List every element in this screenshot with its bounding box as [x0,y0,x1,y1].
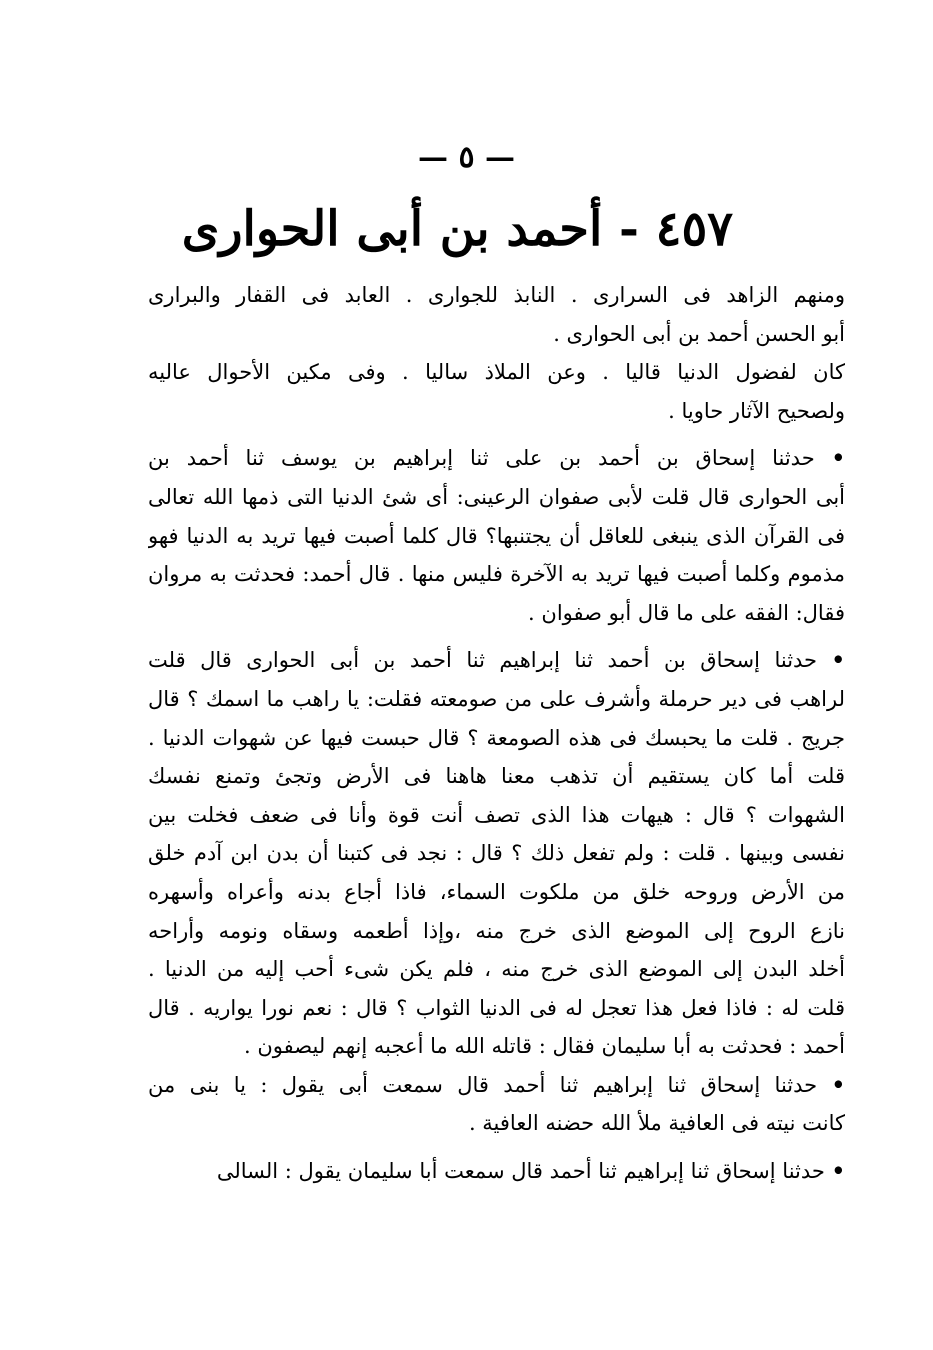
text-line: حدثنا إسحاق بن أحمد بن على ثنا إبراهيم بن يوسف ثنا أحمد بن [148,446,815,471]
text-line: قلت أما كان يستقيم أن تذهب معنا هاهنا فى الأرض وتجئ وتمنع نفسك [148,764,845,789]
paragraph-narration [148,641,845,1066]
entry-title: ٤٥٧ - أحمد بن أبى الحوارى [181,201,733,257]
text-line-bulleted [148,641,845,680]
text-line: مذموم وكلما أصبت فيها تريد به الآخرة فليس منها . قال أحمد: فحدثت به مروان [148,562,845,587]
text-line: حدثنا إسحاق ثنا إبراهيم ثنا أحمد قال سمعت أبا سليمان يقول : السالى [216,1159,825,1184]
text-line: أبى الحوارى قال قلت لأبى صفوان الرعينى: أى شئ الدنيا التى ذمها الله تعالى [148,484,845,509]
paragraph-description [148,353,845,430]
text-line: جريج . قلت ما يحبسك فى هذه الصومعة ؟ قال حبست فيها عن شهوات الدنيا . [148,725,845,750]
text-line: كانت نيته فى العافية ملأ الله حضنه العافية . [468,1111,845,1136]
paragraph-narration [148,1152,845,1191]
text-line: نازع الروح إلى الموضع الذى خرج منه ،وإذا أطعمه وسقاه ونومه وأراحه [148,918,845,943]
paragraph-narration [148,439,845,632]
text-line: أحمد : فحدثت به أبا سليمان فقال : قاتله الله ما أعجبه إنهم ليصفون . [244,1034,845,1059]
text-line: حدثنا إسحاق ثنا إبراهيم ثنا أحمد قال سمعت أبى يقول : يا بنى من [148,1072,818,1097]
text-line: من الأرض وروحه خلق من ملكوت السماء، فاذا أجاع بدنه وأعراه وأسهره [148,879,845,904]
text-line: كان لفضول الدنيا قاليا . وعن الملاذ ساليا . وفى مكين الأحوال عاليه [148,360,845,385]
bullet-icon: • [831,1071,845,1097]
bullet-icon: • [831,647,845,673]
text-line: أبو الحسن أحمد بن أبى الحوارى . [553,321,845,346]
text-line: أخلد البدن إلى الموضع الذى خرج منه ، فلم يكن شىء أحب إليه من الدنيا . [148,957,845,982]
text-line: فقال: الفقه على ما قال أبو صفوان . [528,600,845,625]
text-line: نفسى وبينها . قلت : ولم تفعل ذلك ؟ قال : نجد فى كتبنا أن بدن ابن آدم خلق [148,841,845,866]
paragraph-intro [148,276,845,353]
text-line: ومنهم الزاهد فى السرارى . النابذ للجوارى . العابد فى القفار والبرارى [148,283,845,307]
text-line-bulleted [148,1152,845,1191]
paragraph-narration [148,1066,845,1143]
page-number: — ٥ — [417,140,516,175]
text-line: الشهوات ؟ قال : هيهات هذا الذى تصف أنت قوة وأنا فى ضعف فخلت بين [148,802,845,827]
text-line: قلت له : فاذا فعل هذا تعجل له فى الدنيا الثواب ؟ قال : نعم نورا يواريه . قال [148,995,845,1020]
bullet-icon: • [831,1158,845,1184]
text-line-bulleted [148,1066,845,1105]
text-line: حدثنا إسحاق بن أحمد ثنا إبراهيم ثنا أحمد بن أبى الحوارى قال قلت [148,648,818,673]
text-line-bulleted [148,439,845,478]
bullet-icon: • [831,445,845,471]
text-line: فى القرآن الذى ينبغى للعاقل أن يجتنبها؟ قال كلما أصبت فيها تريد به الدنيا فهو [148,523,845,548]
text-line: ولصحيح الآثار حاويا . [668,398,845,423]
text-line: لراهب فى دير حرملة وأشرف على من صومعته فقلت: يا راهب ما اسمك ؟ قال [148,686,845,711]
body-text [148,276,845,1191]
